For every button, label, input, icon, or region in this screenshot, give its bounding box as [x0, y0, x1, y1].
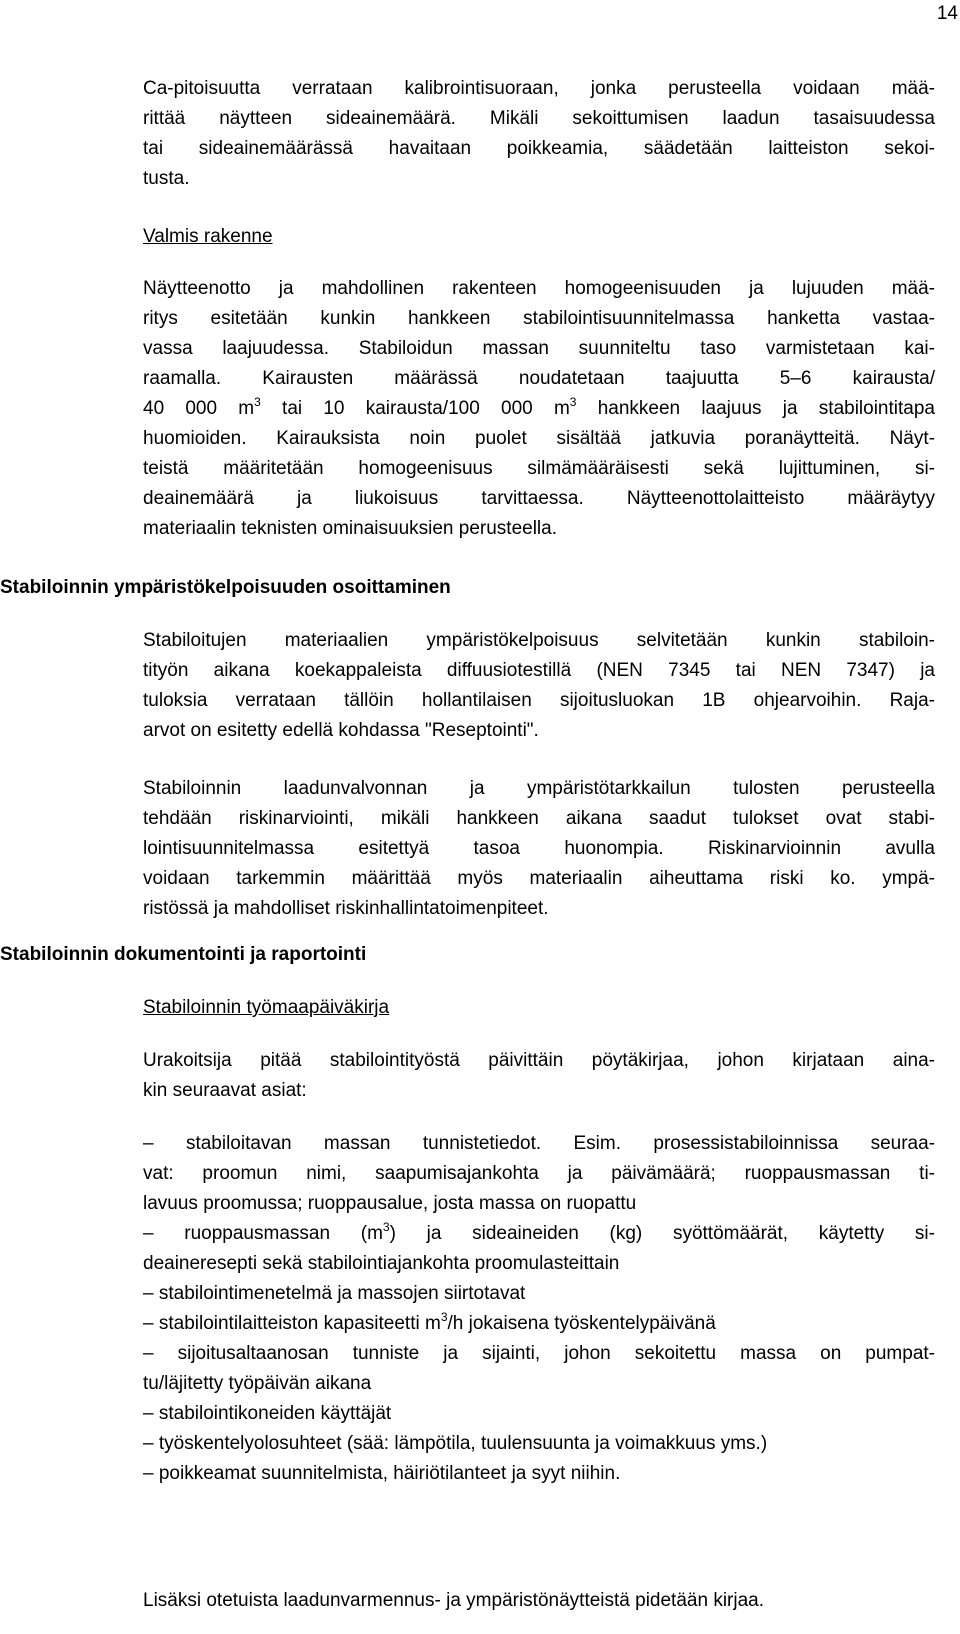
list-item [143, 1129, 935, 1219]
text-line: ristössä ja mahdolliset riskinhallintatoimenpiteet. [143, 898, 549, 919]
ymparisto-paragraph-1 [143, 626, 935, 746]
text-line: tehdään riskinarviointi, mikäli hankkeen aikana saadut tulokset ovat stabi- [143, 808, 935, 829]
text-fragment: 40 000 m [143, 398, 255, 419]
text-line [143, 1219, 935, 1249]
text-fragment: ) ja sideaineiden (kg) syöttömäärät, käytetty si- [389, 1223, 935, 1244]
subheading-tyomaapaivakirja: Stabiloinnin työmaapäiväkirja [143, 997, 390, 1018]
text-fragment: /h jokaisena työskentelypäivänä [447, 1313, 716, 1334]
text-line: deainemäärä ja liukoisuus tarvittaessa. Näytteenottolaitteisto määräytyy [143, 488, 935, 509]
text-line: – poikkeamat suunnitelmista, häiriötilanteet ja syyt niihin. [143, 1463, 621, 1484]
text-line [143, 394, 935, 424]
text-line: teistä määritetään homogeenisuus silmämääräisesti sekä lujittuminen, si- [143, 458, 935, 479]
heading-ymparistokelpoisuus: Stabiloinnin ympäristökelpoisuuden osoittaminen [0, 577, 451, 598]
text-fragment: hankkeen laajuus ja stabilointitapa [576, 398, 935, 419]
text-line: arvot on esitetty edellä kohdassa "Reseptointi". [143, 720, 539, 741]
text-fragment: – ruoppausmassan (m [143, 1223, 383, 1244]
text-line: raamalla. Kairausten määrässä noudatetaan taajuutta 5–6 kairausta/ [143, 368, 935, 389]
text-line: vat: proomun nimi, saapumisajankohta ja päivämäärä; ruoppausmassan ti- [143, 1163, 935, 1184]
text-line: Näytteenotto ja mahdollinen rakenteen homogeenisuuden ja lujuuden mää- [143, 278, 935, 299]
text-line: lavuus proomussa; ruoppausalue, josta massa on ruopattu [143, 1193, 637, 1214]
text-line: Urakoitsija pitää stabilointityöstä päivittäin pöytäkirjaa, johon kirjataan aina- [143, 1050, 935, 1071]
text-line: rittää näytteen sideainemäärä. Mikäli sekoittumisen laadun tasaisuudessa [143, 108, 935, 129]
subheading-valmis-rakenne: Valmis rakenne [143, 226, 273, 247]
list-item [143, 1219, 935, 1279]
closing-paragraph [143, 1586, 935, 1616]
checklist [143, 1129, 935, 1489]
text-line: vassa laajuudessa. Stabiloidun massan suunniteltu taso varmistetaan kai- [143, 338, 935, 359]
text-line: tu/läjitetty työpäivän aikana [143, 1373, 372, 1394]
list-item [143, 1399, 935, 1429]
text-line: kin seuraavat asiat: [143, 1080, 307, 1101]
tyomaapaivakirja-section [143, 993, 935, 1023]
text-line: huomioiden. Kairauksista noin puolet sisältää jatkuvia poranäytteitä. Näyt- [143, 428, 935, 449]
heading-dokumentointi: Stabiloinnin dokumentointi ja raportointi [0, 944, 367, 965]
text-line: – työskentelyolosuhteet (sää: lämpötila, tuulensuunta ja voimakkuus yms.) [143, 1433, 768, 1454]
superscript: 3 [382, 1220, 390, 1234]
list-item [143, 1309, 935, 1339]
superscript: 3 [254, 395, 261, 409]
list-item [143, 1459, 935, 1489]
text-line: – stabilointikoneiden käyttäjät [143, 1403, 392, 1424]
text-line: Stabiloitujen materiaalien ympäristökelpoisuus selvitetään kunkin stabiloin- [143, 630, 935, 651]
page-number: 14 [936, 3, 958, 24]
text-fragment: – stabilointilaitteiston kapasiteetti m [143, 1313, 441, 1334]
text-line: Lisäksi otetuista laadunvarmennus- ja ympäristönäytteistä pidetään kirjaa. [143, 1590, 764, 1611]
superscript: 3 [440, 1310, 448, 1324]
text-line: – stabiloitavan massan tunnistetiedot. Esim. prosessistabiloinnissa seuraa- [143, 1133, 935, 1154]
list-item [143, 1279, 935, 1309]
text-line: – stabilointimenetelmä ja massojen siirtotavat [143, 1283, 526, 1304]
text-line: – sijoitusaltaanosan tunniste ja sijainti, johon sekoitettu massa on pumpat- [143, 1343, 935, 1364]
text-line: voidaan tarkemmin määrittää myös materiaalin aiheuttama riski ko. ympä- [143, 868, 935, 889]
valmis-rakenne-section [143, 222, 935, 252]
text-fragment: tai 10 kairausta/100 000 m [260, 398, 570, 419]
text-line: lointisuunnitelmassa esitettyä tasoa huonompia. Riskinarvioinnin avulla [143, 838, 935, 859]
list-item [143, 1429, 935, 1459]
text-line: Stabiloinnin laadunvalvonnan ja ympäristötarkkailun tulosten perusteella [143, 778, 935, 799]
text-line: tuloksia verrataan tällöin hollantilaisen sijoitusluokan 1B ohjearvoihin. Raja- [143, 690, 935, 711]
text-line: tityön aikana koekappaleista diffuusiotestillä (NEN 7345 tai NEN 7347) ja [143, 660, 935, 681]
superscript: 3 [569, 395, 577, 409]
dokumentointi-intro [143, 1046, 935, 1106]
text-line: tai sideainemäärässä havaitaan poikkeamia, säädetään laitteiston sekoi- [143, 138, 935, 159]
ymparisto-paragraph-2 [143, 774, 935, 924]
text-line: tusta. [143, 168, 190, 189]
intro-paragraph [143, 74, 935, 194]
list-item [143, 1339, 935, 1399]
text-line: materiaalin teknisten ominaisuuksien perusteella. [143, 518, 558, 539]
text-line: deaineresepti sekä stabilointiajankohta proomulasteittain [143, 1253, 620, 1274]
valmis-rakenne-paragraph [143, 274, 935, 544]
text-line: ritys esitetään kunkin hankkeen stabilointisuunnitelmassa hanketta vastaa- [143, 308, 935, 329]
text-line [143, 1309, 935, 1339]
text-line: Ca-pitoisuutta verrataan kalibrointisuoraan, jonka perusteella voidaan mää- [143, 78, 935, 99]
